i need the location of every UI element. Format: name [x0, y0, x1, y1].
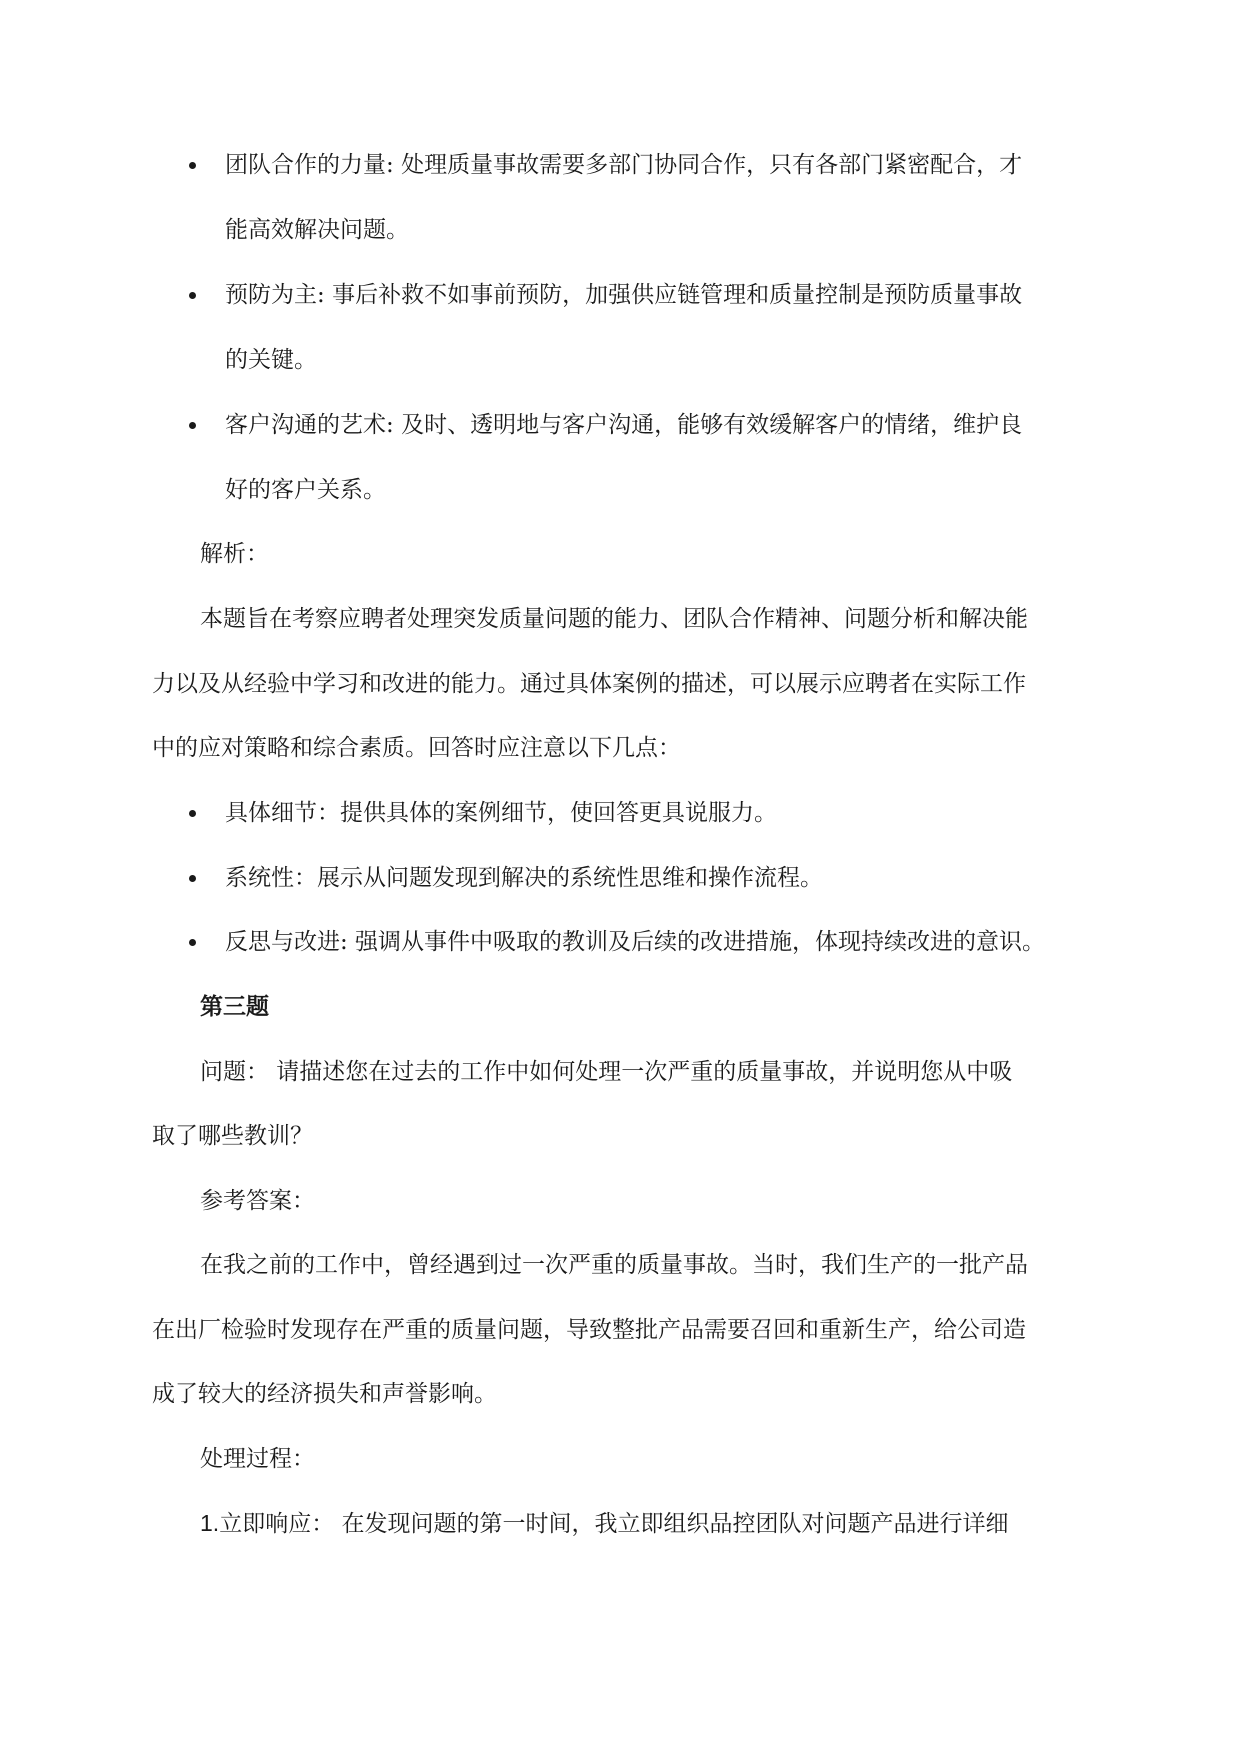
step-text: 立即响应： 在发现问题的第一时间，我立即组织品控团队对问题产品进行详细 — [219, 1511, 1009, 1537]
analysis-paragraph-line: 中的应对策略和综合素质。回答时应注意以下几点： — [152, 735, 681, 761]
bullet-item-details: 具体细节：提供具体的案例细节，使回答更具说服力。 — [225, 800, 777, 826]
process-heading: 处理过程： — [200, 1446, 315, 1472]
process-step-1 — [200, 1508, 1009, 1539]
analysis-paragraph-line: 本题旨在考察应聘者处理突发质量问题的能力、团队合作精神、问题分析和解决能 — [200, 606, 1028, 632]
answer-line: 成了较大的经济损失和声誉影响。 — [152, 1381, 497, 1407]
bullet-item-systematic: 系统性：展示从问题发现到解决的系统性思维和操作流程。 — [225, 865, 823, 891]
bullet-text: 事后补救不如事前预防，加强供应链管理和质量控制是预防质量事故 — [332, 282, 1023, 308]
bullet-marker — [189, 875, 196, 882]
step-number: 1. — [200, 1510, 220, 1536]
bullet-item-teamwork-cont: 能高效解决问题。 — [225, 217, 409, 243]
question-line: 问题： 请描述您在过去的工作中如何处理一次严重的质量事故，并说明您从中吸 — [200, 1059, 1013, 1085]
bullet-item-teamwork — [225, 150, 1022, 180]
bullet-marker — [189, 939, 196, 946]
bullet-marker — [189, 422, 196, 429]
bullet-text: 处理质量事故需要多部门协同合作，只有各部门紧密配合，才 — [401, 152, 1023, 178]
bullet-item-prevention-cont: 的关键。 — [225, 347, 317, 373]
answer-line: 在出厂检验时发现存在严重的质量问题，导致整批产品需要召回和重新生产，给公司造 — [152, 1317, 1026, 1343]
analysis-paragraph-line: 力以及从经验中学习和改进的能力。通过具体案例的描述，可以展示应聘者在实际工作 — [152, 671, 1026, 697]
question-line: 取了哪些教训？ — [152, 1123, 313, 1149]
bullet-item-customer — [225, 410, 1022, 440]
bullet-marker — [189, 162, 196, 169]
bullet-text: 及时、透明地与客户沟通，能够有效缓解客户的情绪，维护良 — [401, 412, 1023, 438]
bullet-item-prevention — [225, 280, 1022, 310]
bullet-item-reflection: 反思与改进: 强调从事件中吸取的教训及后续的改进措施，体现持续改进的意识。 — [225, 929, 1046, 955]
bullet-label: 客户沟通的艺术: — [225, 412, 394, 438]
answer-heading: 参考答案： — [200, 1188, 315, 1214]
bullet-label: 团队合作的力量: — [225, 152, 394, 178]
bullet-label: 预防为主: — [225, 282, 325, 308]
bullet-marker — [189, 810, 196, 817]
answer-line: 在我之前的工作中，曾经遇到过一次严重的质量事故。当时，我们生产的一批产品 — [200, 1252, 1028, 1278]
bullet-marker — [189, 292, 196, 299]
analysis-heading: 解析： — [200, 541, 269, 567]
bullet-item-customer-cont: 好的客户关系。 — [225, 477, 386, 503]
section-title: 第三题 — [200, 993, 269, 1020]
